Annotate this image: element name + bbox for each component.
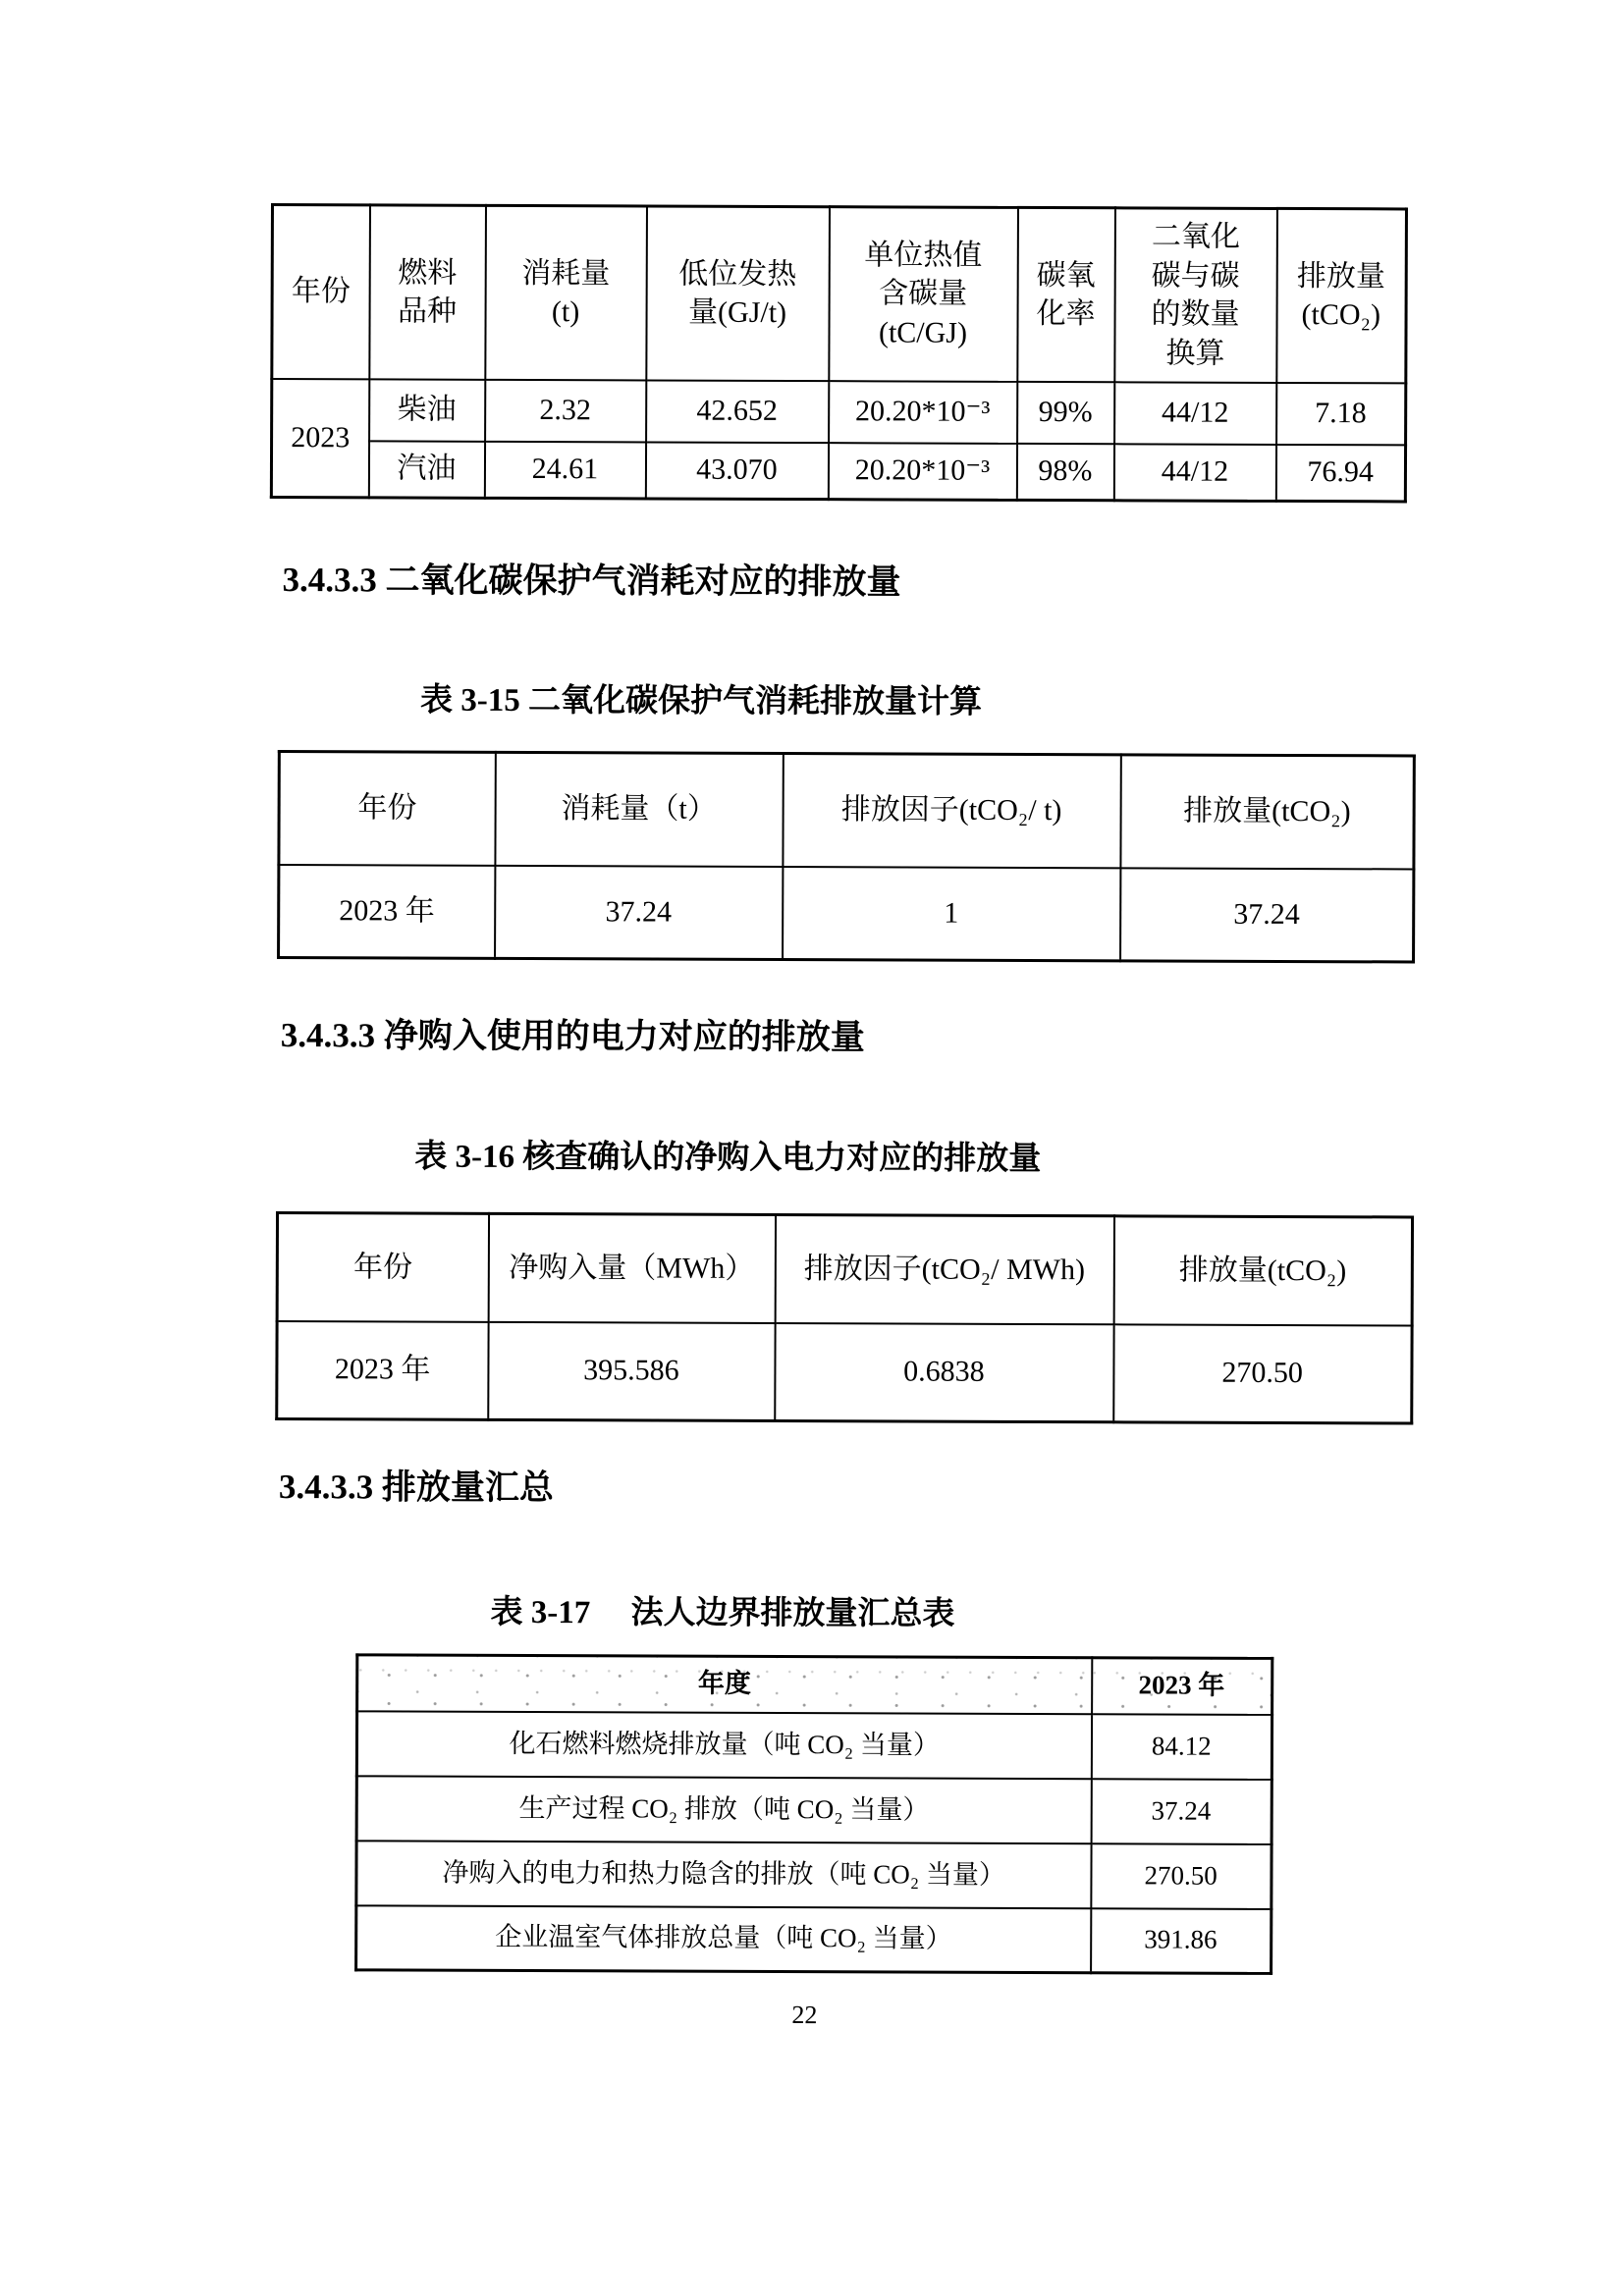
value-cell: 37.24 bbox=[495, 865, 783, 959]
value-cell: 270.50 bbox=[1091, 1843, 1271, 1909]
table-row-process-co2 bbox=[356, 1776, 1271, 1844]
section-heading-summary: 3.4.3.3 排放量汇总 bbox=[278, 1468, 555, 1508]
header-cell-carbon-content: 单位热值 含碳量 (tC/GJ) bbox=[829, 207, 1018, 382]
header-cell-emission: 排放量(tCO₂) bbox=[1113, 1216, 1412, 1325]
table-3-15-caption: 表 3-15 二氧化碳保护气消耗排放量计算 bbox=[419, 682, 983, 721]
header-cell-year: 年份 bbox=[279, 752, 495, 866]
table-row-purchased-power bbox=[356, 1841, 1271, 1909]
year-cell: 2023 bbox=[271, 379, 368, 498]
table-header-row bbox=[272, 205, 1407, 383]
header-cell-year-label: 年度 bbox=[357, 1655, 1092, 1714]
value-cell: 42.652 bbox=[646, 380, 829, 443]
value-cell: 395.586 bbox=[488, 1321, 775, 1420]
value-cell: 20.20*10⁻³ bbox=[828, 443, 1016, 501]
label-cell: 净购入的电力和热力隐含的排放（吨 CO₂ 当量） bbox=[356, 1841, 1091, 1908]
section-heading-co2-gas: 3.4.3.3 二氧化碳保护气消耗对应的排放量 bbox=[282, 561, 901, 602]
purchased-power-table bbox=[275, 1211, 1414, 1424]
value-cell: 24.61 bbox=[484, 441, 645, 499]
label-cell: 生产过程 CO₂ 排放（吨 CO₂ 当量） bbox=[356, 1776, 1091, 1843]
value-cell: 柴油 bbox=[369, 379, 485, 441]
value-cell: 0.6838 bbox=[775, 1322, 1113, 1421]
value-cell: 270.50 bbox=[1113, 1324, 1412, 1423]
table-row bbox=[279, 865, 1414, 962]
header-cell-purchased-amount: 净购入量（MWh） bbox=[488, 1213, 775, 1322]
header-cell-year: 年份 bbox=[277, 1213, 488, 1322]
label-cell: 化石燃料燃烧排放量（吨 CO₂ 当量） bbox=[356, 1711, 1091, 1779]
fuel-combustion-table bbox=[270, 203, 1408, 503]
table-row bbox=[277, 1321, 1412, 1423]
header-cell-oxidation-rate: 碳氧 化率 bbox=[1017, 207, 1115, 381]
table-3-16-caption: 表 3-16 核查确认的净购入电力对应的排放量 bbox=[414, 1139, 1042, 1178]
header-cell-conversion: 二氧化 碳与碳 的数量 换算 bbox=[1114, 208, 1277, 383]
value-cell: 84.12 bbox=[1091, 1714, 1271, 1780]
value-cell: 2023 年 bbox=[279, 865, 495, 959]
value-cell: 7.18 bbox=[1276, 382, 1406, 445]
value-cell: 37.24 bbox=[1091, 1779, 1271, 1844]
header-cell-emission: 排放量 (tCO₂) bbox=[1276, 208, 1407, 383]
emission-summary-table bbox=[354, 1653, 1273, 1975]
value-cell: 2023 年 bbox=[277, 1321, 488, 1420]
value-cell: 43.070 bbox=[645, 442, 828, 500]
page-number: 22 bbox=[791, 2001, 818, 2030]
header-cell-year: 年份 bbox=[272, 205, 370, 379]
table-row-fossil-fuel bbox=[356, 1711, 1271, 1780]
value-cell: 1 bbox=[783, 867, 1120, 961]
table-row-total-ghg bbox=[356, 1905, 1271, 1974]
value-cell: 汽油 bbox=[368, 441, 484, 498]
header-cell-fuel-type: 燃料 品种 bbox=[369, 205, 486, 379]
value-cell: 99% bbox=[1017, 381, 1114, 443]
value-cell: 44/12 bbox=[1114, 382, 1276, 445]
table-header-row bbox=[357, 1655, 1272, 1715]
header-cell-consumption: 消耗量 (t) bbox=[485, 205, 647, 380]
value-cell: 391.86 bbox=[1091, 1908, 1271, 1974]
value-cell: 76.94 bbox=[1275, 444, 1405, 502]
value-cell: 44/12 bbox=[1113, 444, 1275, 502]
table-row-diesel bbox=[272, 379, 1406, 445]
table-3-17-caption: 表 3-17 法人边界排放量汇总表 bbox=[490, 1594, 955, 1632]
label-cell: 企业温室气体排放总量（吨 CO₂ 当量） bbox=[356, 1905, 1091, 1973]
header-cell-consumption: 消耗量（t） bbox=[495, 752, 783, 866]
header-cell-heat-value: 低位发热 量(GJ/t) bbox=[646, 206, 830, 381]
protective-gas-table bbox=[277, 750, 1416, 963]
header-cell-emission: 排放量(tCO₂) bbox=[1120, 755, 1414, 869]
value-cell: 37.24 bbox=[1120, 868, 1414, 962]
value-cell: 20.20*10⁻³ bbox=[829, 381, 1017, 444]
header-cell-year-2023: 2023 年 bbox=[1092, 1658, 1272, 1715]
value-cell: 2.32 bbox=[485, 379, 646, 442]
table-header-row bbox=[279, 752, 1414, 869]
table-row-gasoline bbox=[271, 441, 1405, 502]
table-header-row bbox=[277, 1213, 1412, 1325]
section-heading-electricity: 3.4.3.3 净购入使用的电力对应的排放量 bbox=[280, 1016, 865, 1057]
value-cell: 98% bbox=[1016, 443, 1113, 500]
header-cell-emission-factor: 排放因子(tCO₂/ t) bbox=[783, 754, 1120, 868]
header-cell-emission-factor: 排放因子(tCO₂/ MWh) bbox=[775, 1214, 1113, 1323]
